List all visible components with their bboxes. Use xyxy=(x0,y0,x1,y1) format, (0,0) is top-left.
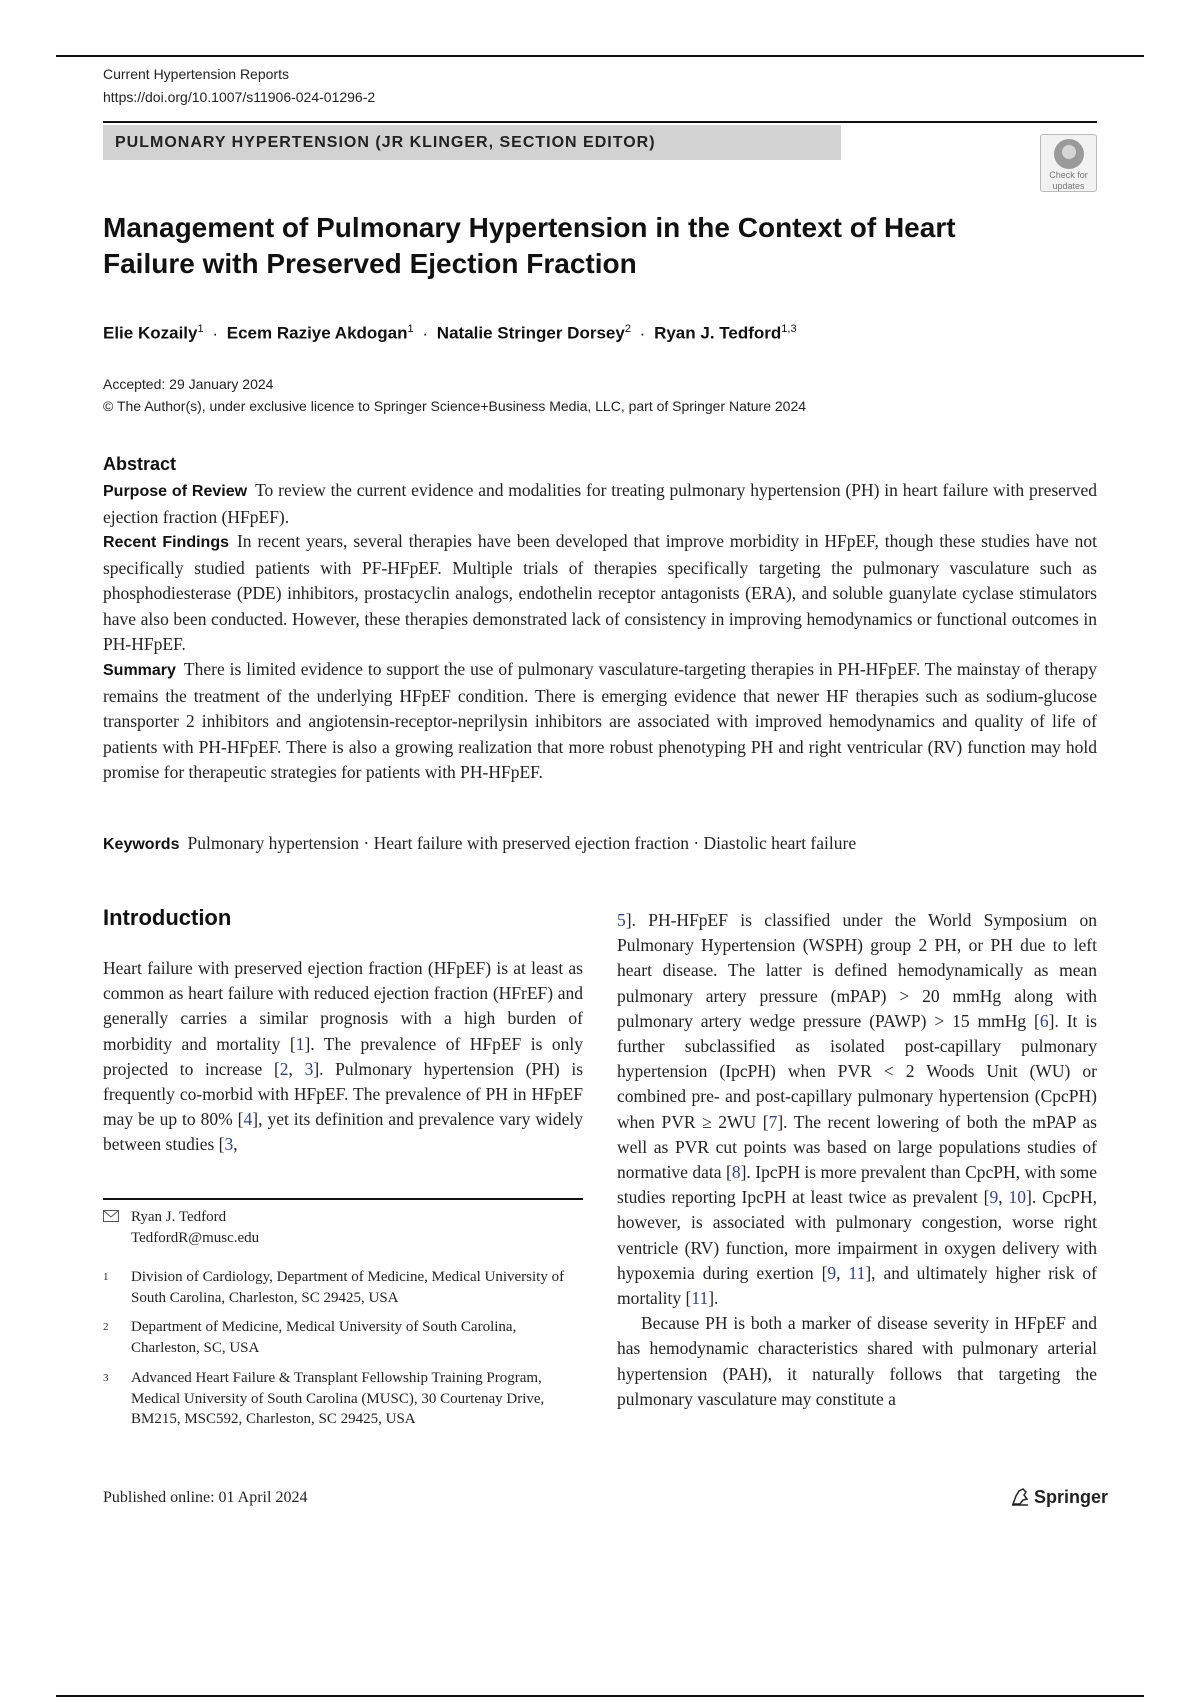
article-title xyxy=(103,210,1003,282)
author-affiliation: 1 xyxy=(407,323,414,335)
title-line-1: Management of Pulmonary Hypertension in the Context of Heart xyxy=(103,212,956,243)
badge-label-line2: updates xyxy=(1052,181,1085,191)
springer-horse-icon xyxy=(1010,1487,1030,1507)
bottom-rule xyxy=(56,1695,1144,1697)
intro-paragraph: Because PH is both a marker of disease severity in HFpEF and has hemodynamic characteristics shared with pulmonary arterial hypertension (PAH), it naturally follows that targeting the pulmonary vasculature may constitute a xyxy=(617,1313,1097,1409)
affiliation-text: Division of Cardiology, Department of Medicine, Medical University of South Carolina, Charleston, SC 29425, USA xyxy=(131,1269,565,1306)
citation-link[interactable]: 1 xyxy=(295,1033,305,1054)
citation-link[interactable]: 9 xyxy=(989,1187,999,1208)
author-separator: · xyxy=(422,323,429,343)
copyright-notice: © The Author(s), under exclusive licence to Springer Science+Business Media, LLC, part of Springer Nature 2024 xyxy=(103,398,807,414)
author-separator: · xyxy=(212,323,219,343)
affiliation-mark: 3 xyxy=(103,1372,109,1384)
affiliation-footnote xyxy=(103,1368,583,1430)
citation-link[interactable]: 9 xyxy=(827,1262,837,1283)
abstract-summary xyxy=(103,657,1097,786)
summary-text: There is limited evidence to support the use of pulmonary vasculature-targeting therapies in PH-HFpEF. The mainstay of therapy remains the treatment of the underlying HFpEF condition. There is emerging evidence that newer HF therapies such as sodium-glucose transporter 2 inhibitors and angiotensin-receptor-neprilysin inhibitors are associated with improved hemodynamics and quality of life of patients with PH-HFpEF. There is also a growing realization that more robust phenotyping PH and right ventricular (RV) function may hold promise for therapeutic strategies for patients with PH-HFpEF. xyxy=(103,659,1097,782)
doi-link[interactable]: https://doi.org/10.1007/s11906-024-01296-2 xyxy=(103,89,376,105)
intro-paragraph: 5]. PH-HFpEF is classified under the World Symposium on Pulmonary Hypertension (WSPH) group 2 PH, or PH due to left heart disease. The latter is defined hemodynamically as mean pulmonary artery pressure (mPAP) > 20 mmHg along with pulmonary artery wedge pressure (PAWP) > 15 mmHg [6]. It is further subclassified as isolated post-capillary pulmonary hypertension (IpcPH) when PVR < 2 Woods Unit (WU) or combined pre- and post-capillary pulmonary hypertension (CpcPH) when PVR ≥ 2WU [7]. The recent lowering of both the mPAP as well as PVR cut points was based on large populations studies of normative data [8]. IpcPH is more prevalent than CpcPH, with some studies reporting IpcPH at least twice as prevalent [9, 10]. CpcPH, however, is associated with pulmonary congestion, worse right ventricle (RV) function, more impairment in oxygen delivery with hypoxemia during exertion [9, 11], and ultimately higher risk of mortality [11]. xyxy=(617,910,1098,1309)
intro-right-column xyxy=(617,908,1097,1412)
intro-left-column xyxy=(103,956,583,1158)
citation-link[interactable]: 3 xyxy=(224,1134,234,1155)
abstract-heading: Abstract xyxy=(103,454,177,474)
author-name[interactable]: Ecem Raziye Akdogan xyxy=(226,323,408,343)
introduction-heading: Introduction xyxy=(103,905,232,930)
author-name[interactable]: Elie Kozaily xyxy=(103,323,198,343)
title-line-2: Failure with Preserved Ejection Fraction xyxy=(103,248,637,279)
citation-link[interactable]: 3 xyxy=(304,1058,314,1079)
envelope-icon xyxy=(103,1210,119,1222)
correspondence-footnote xyxy=(103,1207,583,1248)
citation-link[interactable]: 2 xyxy=(279,1058,289,1079)
summary-label: Summary xyxy=(103,662,176,679)
citation-link[interactable]: 7 xyxy=(768,1111,778,1132)
citation-link[interactable]: 11 xyxy=(691,1288,709,1309)
affiliation-footnote xyxy=(103,1267,583,1308)
purpose-label: Purpose of Review xyxy=(103,483,248,500)
check-for-updates-badge[interactable] xyxy=(1040,134,1097,192)
affiliation-mark: 2 xyxy=(103,1321,109,1333)
citation-link[interactable]: 4 xyxy=(243,1109,253,1130)
keywords-label: Keywords xyxy=(103,836,180,853)
crossmark-icon xyxy=(1054,139,1084,169)
citation-link[interactable]: 6 xyxy=(1039,1010,1049,1031)
author-affiliation: 1,3 xyxy=(781,323,797,335)
author-list xyxy=(103,317,797,346)
affiliation-text: Advanced Heart Failure & Transplant Fellowship Training Program, Medical University of South Carolina (MUSC), 30 Courtenay Drive, BM215, MSC592, Charleston, SC 29425, USA xyxy=(131,1370,545,1427)
findings-text: In recent years, several therapies have been developed that improve morbidity in HFpEF, though these studies have not specifically studied patients with PF-HFpEF. Multiple trials of therapies specifically targeting the pulmonary vasculature such as phosphodiesterase (PDE) inhibitors, prostacyclin analogs, endothelin receptor antagonists (ERA), and soluble guanylate cyclase stimulators have also been conducted. However, these therapies demonstrated lack of consistency in improving hemodynamics or functional outcomes in PH-HFpEF. xyxy=(103,531,1097,654)
affiliation-footnote xyxy=(103,1317,583,1358)
accepted-date: Accepted: 29 January 2024 xyxy=(103,376,274,392)
citation-link[interactable]: 10 xyxy=(1008,1187,1026,1208)
author-name[interactable]: Ryan J. Tedford xyxy=(654,323,782,343)
citation-link[interactable]: 5 xyxy=(617,910,626,930)
affiliation-mark: 1 xyxy=(103,1271,109,1283)
author-affiliation: 2 xyxy=(624,323,631,335)
citation-link[interactable]: 11 xyxy=(848,1262,866,1283)
findings-label: Recent Findings xyxy=(103,534,229,551)
section-banner: PULMONARY HYPERTENSION (JR KLINGER, SECTION EDITOR) xyxy=(103,125,841,160)
author-name[interactable]: Natalie Stringer Dorsey xyxy=(436,323,625,343)
correspondent-name: Ryan J. Tedford xyxy=(131,1209,227,1225)
published-date: Published online: 01 April 2024 xyxy=(103,1489,308,1506)
journal-name: Current Hypertension Reports xyxy=(103,66,289,82)
author-affiliation: 1 xyxy=(197,323,204,335)
badge-label-line1: Check for xyxy=(1049,170,1088,180)
keywords-text: Pulmonary hypertension · Heart failure with preserved ejection fraction · Diastolic heart failure xyxy=(187,833,857,853)
footnote-rule xyxy=(103,1198,583,1200)
abstract-findings xyxy=(103,529,1097,658)
publisher-name: Springer xyxy=(1034,1487,1109,1507)
citation-link[interactable]: 8 xyxy=(731,1162,741,1183)
author-separator: · xyxy=(639,323,646,343)
intro-paragraph: Heart failure with preserved ejection fraction (HFpEF) is at least as common as heart failure with reduced ejection fraction (HFrEF) and generally carries a similar prognosis with a high burden of morbidity and mortality [1]. The prevalence of HFpEF is only projected to increase [2, 3]. Pulmonary hypertension (PH) is frequently co-morbid with HFpEF. The prevalence of PH in HFpEF may be up to 80% [4], yet its definition and prevalence vary widely between studies [3, xyxy=(103,958,584,1155)
affiliation-text: Department of Medicine, Medical University of South Carolina, Charleston, SC, USA xyxy=(131,1319,517,1356)
keywords xyxy=(103,831,1097,857)
header-rule xyxy=(103,121,1097,123)
publisher-logo[interactable] xyxy=(1010,1485,1108,1509)
purpose-text: To review the current evidence and modalities for treating pulmonary hypertension (PH) in heart failure with preserved ejection fraction (HFpEF). xyxy=(103,480,1098,527)
top-rule xyxy=(56,55,1144,57)
abstract-purpose xyxy=(103,478,1097,530)
correspondent-email[interactable]: TedfordR@musc.edu xyxy=(131,1229,260,1246)
